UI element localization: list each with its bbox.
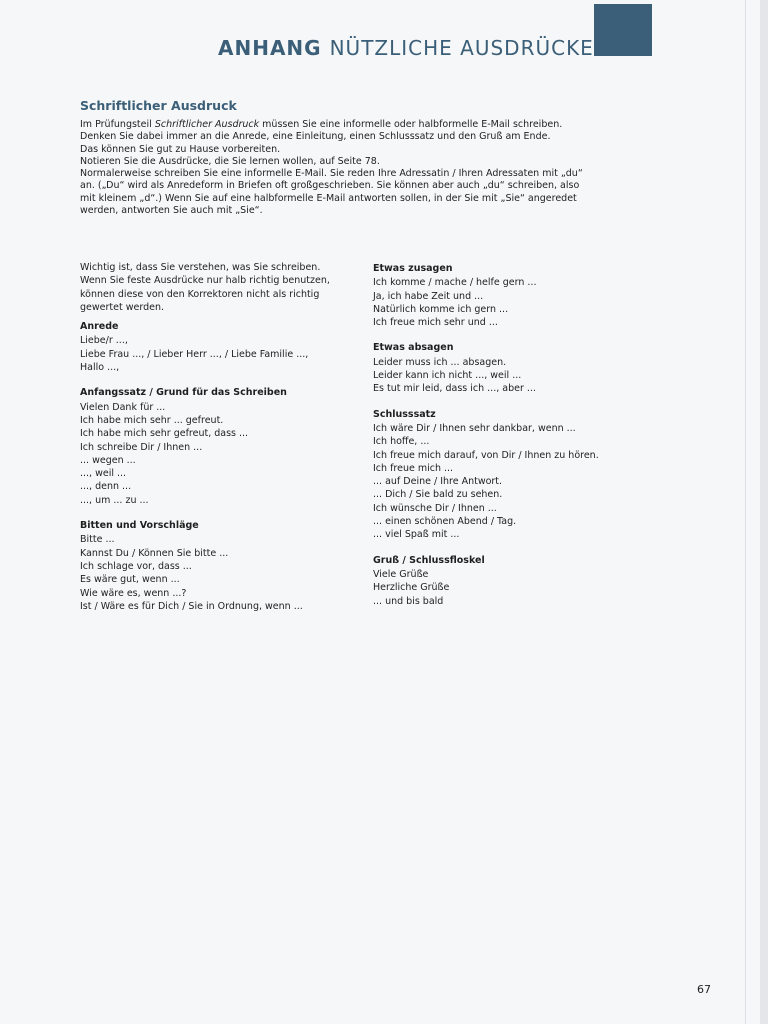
phrase-group bbox=[373, 341, 653, 395]
phrase-item: ... einen schönen Abend / Tag. bbox=[373, 516, 517, 528]
phrase-group bbox=[373, 554, 653, 608]
phrase-item: ... Dich / Sie bald zu sehen. bbox=[373, 489, 503, 501]
phrase-group-title: Bitten und Vorschläge bbox=[80, 520, 199, 532]
phrase-group bbox=[80, 386, 360, 507]
intro-line: Notieren Sie die Ausdrücke, die Sie lernen wollen, auf Seite 78. bbox=[80, 155, 380, 167]
phrase-item: Ich freue mich darauf, von Dir / Ihnen zu hören. bbox=[373, 449, 599, 461]
phrase-item: Bitte ... bbox=[80, 534, 115, 546]
phrase-item: ... und bis bald bbox=[373, 595, 444, 607]
phrase-item: ... wegen ... bbox=[80, 454, 136, 466]
phrase-item: Liebe/r ..., bbox=[80, 335, 128, 347]
phrase-item: ..., um ... zu ... bbox=[80, 494, 149, 506]
note-line: Wichtig ist, dass Sie verstehen, was Sie schreiben. bbox=[80, 262, 321, 273]
section-title: Schriftlicher Ausdruck bbox=[80, 98, 237, 113]
phrase-item: Wie wäre es, wenn ...? bbox=[80, 587, 187, 599]
left-phrase-groups bbox=[80, 320, 360, 613]
phrase-item: Ich freue mich sehr und ... bbox=[373, 317, 498, 329]
phrase-item: Es wäre gut, wenn ... bbox=[80, 574, 180, 586]
phrase-item: Ich schlage vor, dass ... bbox=[80, 560, 192, 572]
phrase-item: Ich freue mich ... bbox=[373, 462, 454, 474]
intro-line: Das können Sie gut zu Hause vorbereiten. bbox=[80, 143, 281, 155]
phrase-item: Liebe Frau ..., / Lieber Herr ..., / Liebe Familie ..., bbox=[80, 348, 309, 360]
phrase-item: Viele Grüße bbox=[373, 568, 429, 580]
phrase-item: Ich habe mich sehr ... gefreut. bbox=[80, 414, 224, 426]
phrase-item: Herzliche Grüße bbox=[373, 582, 450, 594]
phrase-group bbox=[80, 519, 360, 613]
chapter-tab-marker bbox=[594, 4, 652, 56]
note-line: können diese von den Korrektoren nicht als richtig bbox=[80, 288, 320, 300]
phrase-item: ... viel Spaß mit ... bbox=[373, 529, 460, 541]
intro-line: werden, antworten Sie auch mit „Sie“. bbox=[80, 205, 263, 217]
phrase-item: Es tut mir leid, dass ich ..., aber ... bbox=[373, 383, 536, 395]
header-title: NÜTZLICHE AUSDRÜCKE bbox=[329, 36, 594, 60]
phrase-item: Vielen Dank für ... bbox=[80, 401, 166, 413]
phrase-item: Leider muss ich ... absagen. bbox=[373, 356, 507, 368]
intro-line: Normalerweise schreiben Sie eine informelle E-Mail. Sie reden Ihre Adressatin / Ihren Adressaten mit „du“ bbox=[80, 168, 583, 180]
intro-italic-term: Schriftlicher Ausdruck bbox=[154, 119, 260, 130]
right-column bbox=[373, 262, 653, 608]
phrase-item: Ich wäre Dir / Ihnen sehr dankbar, wenn ... bbox=[373, 422, 576, 434]
phrase-group-title: Anfangssatz / Grund für das Schreiben bbox=[80, 387, 287, 399]
phrase-group bbox=[80, 320, 360, 374]
phrase-group bbox=[373, 262, 653, 329]
note-paragraph bbox=[80, 261, 360, 314]
page-number: 67 bbox=[697, 983, 711, 996]
phrase-group-title: Schlusssatz bbox=[373, 408, 436, 420]
phrase-group-title: Etwas absagen bbox=[373, 342, 454, 354]
phrase-item: ..., weil ... bbox=[80, 468, 127, 480]
phrase-item: Leider kann ich nicht ..., weil ... bbox=[373, 370, 522, 382]
page-edge bbox=[760, 0, 768, 1024]
phrase-item: Hallo ..., bbox=[80, 362, 120, 374]
intro-line: Denken Sie dabei immer an die Anrede, eine Einleitung, einen Schlusssatz und den Gruß am Ende. bbox=[80, 131, 551, 143]
note-line: Wenn Sie feste Ausdrücke nur halb richtig benutzen, bbox=[80, 275, 330, 287]
right-phrase-groups bbox=[373, 262, 653, 608]
intro-line: an. („Du“ wird als Anredeform in Briefen oft großgeschrieben. Sie können aber auch „du“ schreiben, also bbox=[80, 180, 580, 192]
phrase-item: Ich wünsche Dir / Ihnen ... bbox=[373, 502, 497, 514]
phrase-item: Ich hoffe, ... bbox=[373, 436, 430, 448]
header-prefix: ANHANG bbox=[218, 36, 322, 60]
phrase-item: Ja, ich habe Zeit und ... bbox=[373, 290, 484, 302]
phrase-item: Ich komme / mache / helfe gern ... bbox=[373, 277, 537, 289]
phrase-item: ... auf Deine / Ihre Antwort. bbox=[373, 476, 503, 488]
page-edge-line bbox=[745, 0, 746, 1024]
phrase-item: Ich schreibe Dir / Ihnen ... bbox=[80, 441, 203, 453]
intro-paragraph bbox=[80, 119, 625, 217]
phrase-group bbox=[373, 408, 653, 542]
phrase-item: ..., denn ... bbox=[80, 481, 132, 493]
intro-line: Im Prüfungsteil Schriftlicher Ausdruck müssen Sie eine informelle oder halbformelle E-Mail schreiben. bbox=[80, 119, 563, 130]
phrase-group-title: Gruß / Schlussfloskel bbox=[373, 554, 485, 566]
left-column bbox=[80, 261, 360, 613]
phrase-group-title: Etwas zusagen bbox=[373, 263, 453, 274]
intro-line: mit kleinem „d“.) Wenn Sie auf eine halbformelle E-Mail antworten sollen, in der Sie mit „Sie“ angeredet bbox=[80, 192, 577, 204]
phrase-item: Ist / Wäre es für Dich / Sie in Ordnung, wenn ... bbox=[80, 600, 303, 612]
note-line: gewertet werden. bbox=[80, 301, 164, 313]
phrase-item: Natürlich komme ich gern ... bbox=[373, 303, 509, 315]
phrase-group-title: Anrede bbox=[80, 321, 119, 333]
phrase-item: Ich habe mich sehr gefreut, dass ... bbox=[80, 428, 249, 440]
phrase-item: Kannst Du / Können Sie bitte ... bbox=[80, 547, 229, 559]
page-header bbox=[218, 36, 594, 60]
